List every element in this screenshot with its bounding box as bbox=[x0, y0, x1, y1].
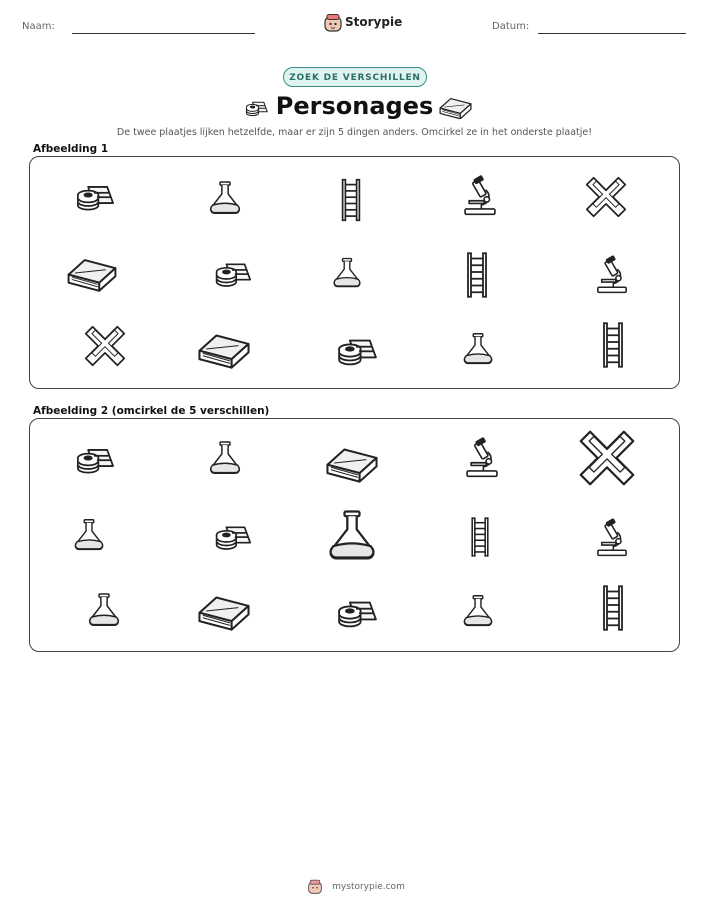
brand-name: Storypie bbox=[345, 15, 403, 29]
flask-icon bbox=[459, 325, 497, 371]
flask-icon bbox=[205, 174, 245, 220]
page-title: Personages bbox=[275, 92, 434, 120]
toilet-roll-icon bbox=[333, 329, 379, 369]
toilet-roll-icon bbox=[72, 175, 116, 215]
book-icon[interactable] bbox=[323, 441, 381, 485]
toilet-roll-icon[interactable] bbox=[333, 590, 379, 632]
activity-badge: ZOEK DE VERSCHILLEN bbox=[283, 67, 427, 87]
microscope-icon bbox=[461, 174, 499, 218]
name-line[interactable] bbox=[72, 33, 255, 34]
picture1-heading: Afbeelding 1 bbox=[33, 143, 109, 155]
microscope-icon[interactable] bbox=[594, 515, 630, 561]
date-label: Datum: bbox=[492, 21, 530, 32]
storypie-logo-icon bbox=[323, 13, 343, 33]
toilet-roll-icon[interactable] bbox=[211, 514, 253, 556]
flask-icon bbox=[329, 248, 365, 296]
book-icon bbox=[438, 93, 472, 119]
book-icon bbox=[195, 327, 253, 371]
ladder-icon bbox=[462, 251, 492, 299]
name-label: Naam: bbox=[22, 21, 55, 32]
footer-url[interactable]: mystorypie.com bbox=[332, 882, 405, 892]
toilet-roll-icon[interactable] bbox=[72, 438, 116, 478]
flask-icon[interactable] bbox=[205, 434, 245, 480]
ladder-icon bbox=[598, 321, 628, 369]
book-icon bbox=[62, 252, 122, 294]
ladder-icon[interactable] bbox=[467, 513, 493, 561]
toilet-roll-icon bbox=[211, 251, 253, 293]
microscope-icon[interactable] bbox=[463, 435, 501, 481]
date-line[interactable] bbox=[538, 33, 686, 34]
x-mark-icon bbox=[584, 175, 628, 219]
ladder-icon[interactable] bbox=[598, 584, 628, 632]
ladder-icon bbox=[337, 177, 365, 223]
x-mark-icon[interactable] bbox=[578, 428, 636, 488]
flask-icon[interactable] bbox=[322, 500, 382, 568]
flask-icon[interactable] bbox=[459, 586, 497, 634]
flask-icon[interactable] bbox=[70, 511, 108, 557]
flask-icon[interactable] bbox=[84, 585, 124, 633]
x-mark-icon bbox=[80, 324, 130, 368]
picture2-heading: Afbeelding 2 (omcirkel de 5 verschillen) bbox=[33, 405, 270, 417]
instructions: De twee plaatjes lijken hetzelfde, maar er zijn 5 dingen anders. Omcirkel ze in het onderste plaatje! bbox=[116, 127, 593, 138]
book-icon[interactable] bbox=[195, 589, 253, 633]
microscope-icon bbox=[594, 252, 630, 298]
